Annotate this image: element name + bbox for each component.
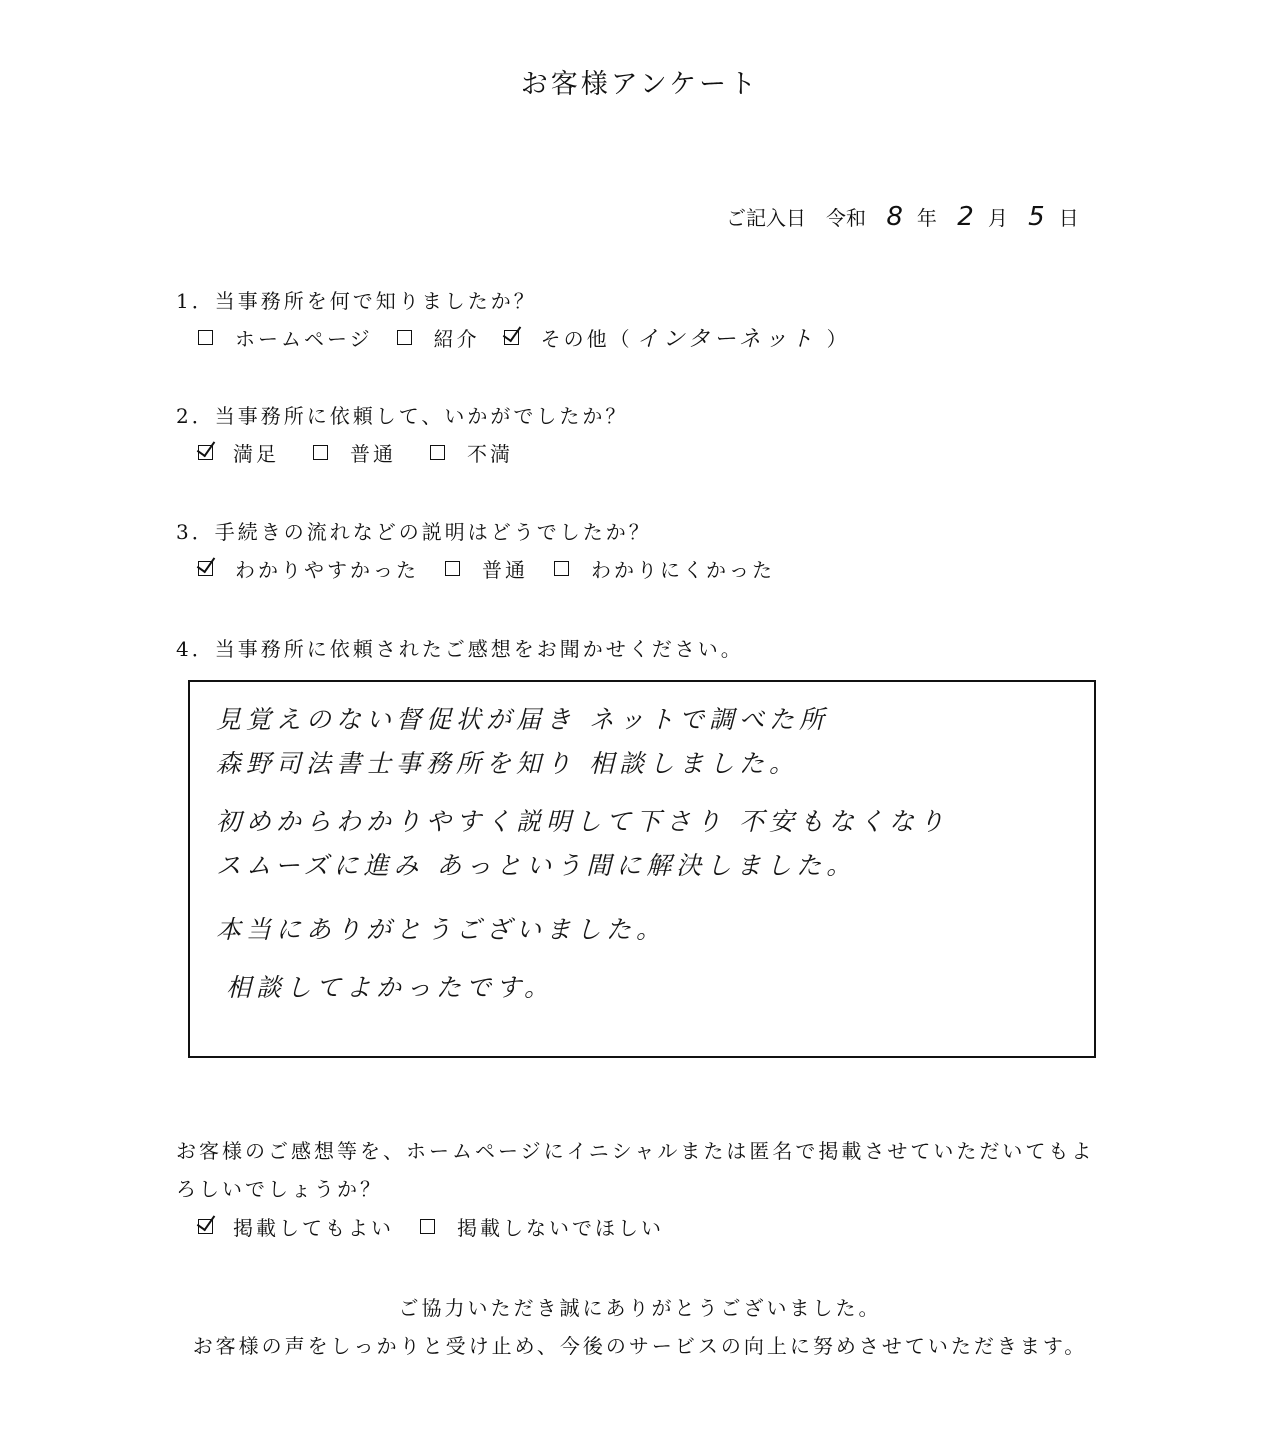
date-day-unit: 日 [1058, 206, 1079, 230]
q1-checkbox-other[interactable] [504, 330, 519, 345]
publish-checkbox-no[interactable] [420, 1219, 435, 1234]
publish-label-no: 掲載しないでほしい [457, 1216, 664, 1240]
q1-options [198, 322, 874, 353]
q1-option-referral[interactable] [397, 323, 480, 352]
q1-checkbox-homepage[interactable] [198, 330, 213, 345]
publish-question-line2: ろしいでしょうか？ [176, 1177, 383, 1201]
q3-label-clear: わかりやすかった [235, 558, 419, 582]
comment-box[interactable] [188, 680, 1096, 1058]
q2-checkbox-satisfied[interactable] [198, 445, 213, 460]
publish-label-yes: 掲載してもよい [233, 1216, 394, 1240]
q1-label-other: その他（ [540, 327, 633, 351]
q4-question: 4．当事務所に依頼されたご感想をお聞かせください。 [176, 637, 744, 661]
comment-line-6: 相談してよかったです。 [226, 973, 555, 1002]
publish-option-yes[interactable] [198, 1212, 394, 1241]
q1-label-homepage: ホームページ [235, 327, 373, 351]
q2-checkbox-normal[interactable] [313, 445, 328, 460]
q3-label-normal: 普通 [482, 558, 528, 582]
entry-date [726, 202, 1079, 232]
comment-line-5: 本当にありがとうございました。 [216, 915, 667, 944]
q3-option-normal[interactable] [445, 554, 528, 583]
q3-option-clear[interactable] [198, 554, 419, 583]
q3-checkbox-clear[interactable] [198, 561, 213, 576]
publish-option-no[interactable] [420, 1212, 664, 1241]
q1-other-text[interactable]: インターネット [636, 327, 817, 352]
comment-line-1: 見覚えのない督促状が届き ネットで調べた所 [216, 705, 829, 734]
q3-question: 3．手続きの流れなどの説明はどうでしたか？ [176, 520, 652, 544]
q1-checkbox-referral[interactable] [397, 330, 412, 345]
comment-line-3: 初めからわかりやすく説明して下さり 不安もなくなり [216, 807, 949, 836]
publish-checkbox-yes[interactable] [198, 1219, 213, 1234]
q3-label-unclear: わかりにくかった [591, 558, 775, 582]
date-year: 8 [886, 202, 903, 232]
q1-option-other[interactable] [504, 322, 850, 353]
q3-option-unclear[interactable] [554, 554, 775, 583]
date-year-unit: 年 [916, 206, 937, 230]
q2-label-satisfied: 満足 [233, 442, 279, 466]
q1-option-homepage[interactable] [198, 323, 373, 352]
publish-question-line1: お客様のご感想等を、ホームページにイニシャルまたは匿名で掲載させていただいてもよ [176, 1139, 1095, 1163]
q2-question: 2．当事務所に依頼して、いかがでしたか？ [176, 404, 629, 428]
survey-title: お客様アンケート [520, 69, 760, 100]
q3-options [198, 554, 799, 583]
date-day: 5 [1028, 202, 1045, 232]
date-month: 2 [957, 202, 974, 232]
q1-other-close: ） [826, 327, 850, 351]
comment-line-4: スムーズに進み あっという間に解決しました。 [216, 851, 857, 880]
q2-options [198, 438, 537, 467]
q2-option-normal[interactable] [313, 438, 396, 467]
q2-label-normal: 普通 [350, 442, 396, 466]
date-month-unit: 月 [987, 206, 1008, 230]
q3-checkbox-unclear[interactable] [554, 561, 569, 576]
q2-label-dissatisfied: 不満 [467, 442, 513, 466]
date-prefix: ご記入日 令和 [726, 206, 866, 230]
q1-label-referral: 紹介 [433, 327, 480, 351]
q1-question: 1．当事務所を何で知りましたか？ [176, 289, 537, 313]
comment-line-2: 森野司法書士事務所を知り 相談しました。 [216, 749, 799, 778]
publish-options [198, 1212, 688, 1241]
q2-option-dissatisfied[interactable] [430, 438, 513, 467]
q2-option-satisfied[interactable] [198, 438, 279, 467]
q3-checkbox-normal[interactable] [445, 561, 460, 576]
footer-thanks: ご協力いただき誠にありがとうございました。 [398, 1296, 882, 1320]
q2-checkbox-dissatisfied[interactable] [430, 445, 445, 460]
footer-message: お客様の声をしっかりと受け止め、今後のサービスの向上に努めさせていただきます。 [192, 1334, 1088, 1358]
